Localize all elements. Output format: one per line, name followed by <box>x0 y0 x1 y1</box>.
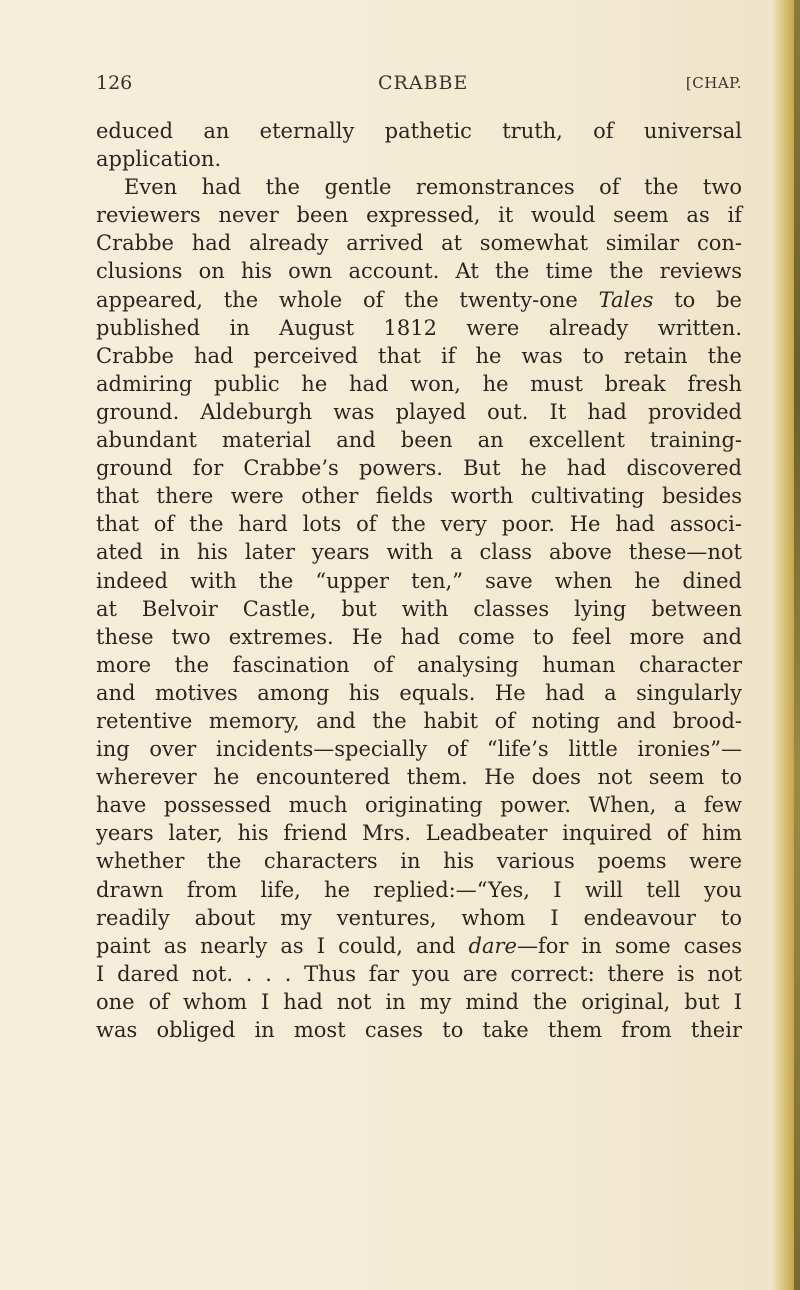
text-line: and motives among his equals. He had a singularly <box>96 680 742 705</box>
page-header <box>96 72 742 102</box>
text-fragment: to be <box>674 287 742 312</box>
text-line: educed an eternally pathetic truth, of universal <box>96 119 742 143</box>
text-line: years later, his friend Mrs. Leadbeater inquired of him <box>96 821 742 846</box>
text-line: I dared not. . . . Thus far you are correct: there is not <box>96 961 742 986</box>
text-line: application. <box>96 147 222 172</box>
text-line: reviewers never been expressed, it would seem as if <box>96 203 742 228</box>
text-line: ated in his later years with a class above these—not <box>96 540 742 565</box>
text-fragment: appeared, the whole of the twenty-one <box>96 287 599 312</box>
text-line: abundant material and been an excellent training- <box>96 428 742 453</box>
text-line: published in August 1812 were already written. <box>96 315 742 340</box>
text-line: have possessed much originating power. When, a few <box>96 793 742 818</box>
page-edge-border <box>794 0 800 1290</box>
text-line <box>96 932 742 960</box>
text-line: retentive memory, and the habit of noting and brood- <box>96 708 742 733</box>
body-text <box>96 117 742 1044</box>
chapter-mark: [CHAP. <box>685 74 742 92</box>
text-line: that there were other fields worth cultivating besides <box>96 484 742 509</box>
text-line: was obliged in most cases to take them from their <box>96 1018 742 1042</box>
text-line: admiring public he had won, he must break fresh <box>96 371 742 396</box>
text-line: these two extremes. He had come to feel more and <box>96 624 742 649</box>
page-number: 126 <box>96 72 133 94</box>
text-line: wherever he encountered them. He does not seem to <box>96 765 742 790</box>
text-line: ground for Crabbe’s powers. But he had discovered <box>96 456 742 481</box>
text-line: ing over incidents—specially of “life’s little ironies”— <box>96 737 742 762</box>
text-line: ground. Aldeburgh was played out. It had provided <box>96 399 742 424</box>
text-line: at Belvoir Castle, but with classes lying between <box>96 596 742 621</box>
text-line: clusions on his own account. At the time the reviews <box>96 259 742 284</box>
text-line: Crabbe had perceived that if he was to retain the <box>96 343 742 368</box>
text-line: that of the hard lots of the very poor. He had associ- <box>96 512 742 537</box>
text-fragment: —for in some cases <box>516 933 742 958</box>
text-line: indeed with the “upper ten,” save when he dined <box>96 568 742 593</box>
italic-title-tales: Tales <box>598 287 654 312</box>
text-line <box>96 286 742 314</box>
text-line: one of whom I had not in my mind the original, but I <box>96 989 742 1014</box>
text-line: readily about my ventures, whom I endeavour to <box>96 905 742 930</box>
running-head: CRABBE <box>378 72 469 94</box>
text-line: drawn from life, he replied:—“Yes, I will tell you <box>96 877 742 902</box>
text-line: more the fascination of analysing human character <box>96 652 742 677</box>
text-line: Even had the gentle remonstrances of the two <box>124 175 742 200</box>
text-fragment: paint as nearly as I could, and <box>96 933 469 958</box>
italic-word-dare: dare <box>468 933 517 958</box>
text-line: Crabbe had already arrived at somewhat similar con- <box>96 231 742 256</box>
text-line: whether the characters in his various poems were <box>96 849 742 874</box>
